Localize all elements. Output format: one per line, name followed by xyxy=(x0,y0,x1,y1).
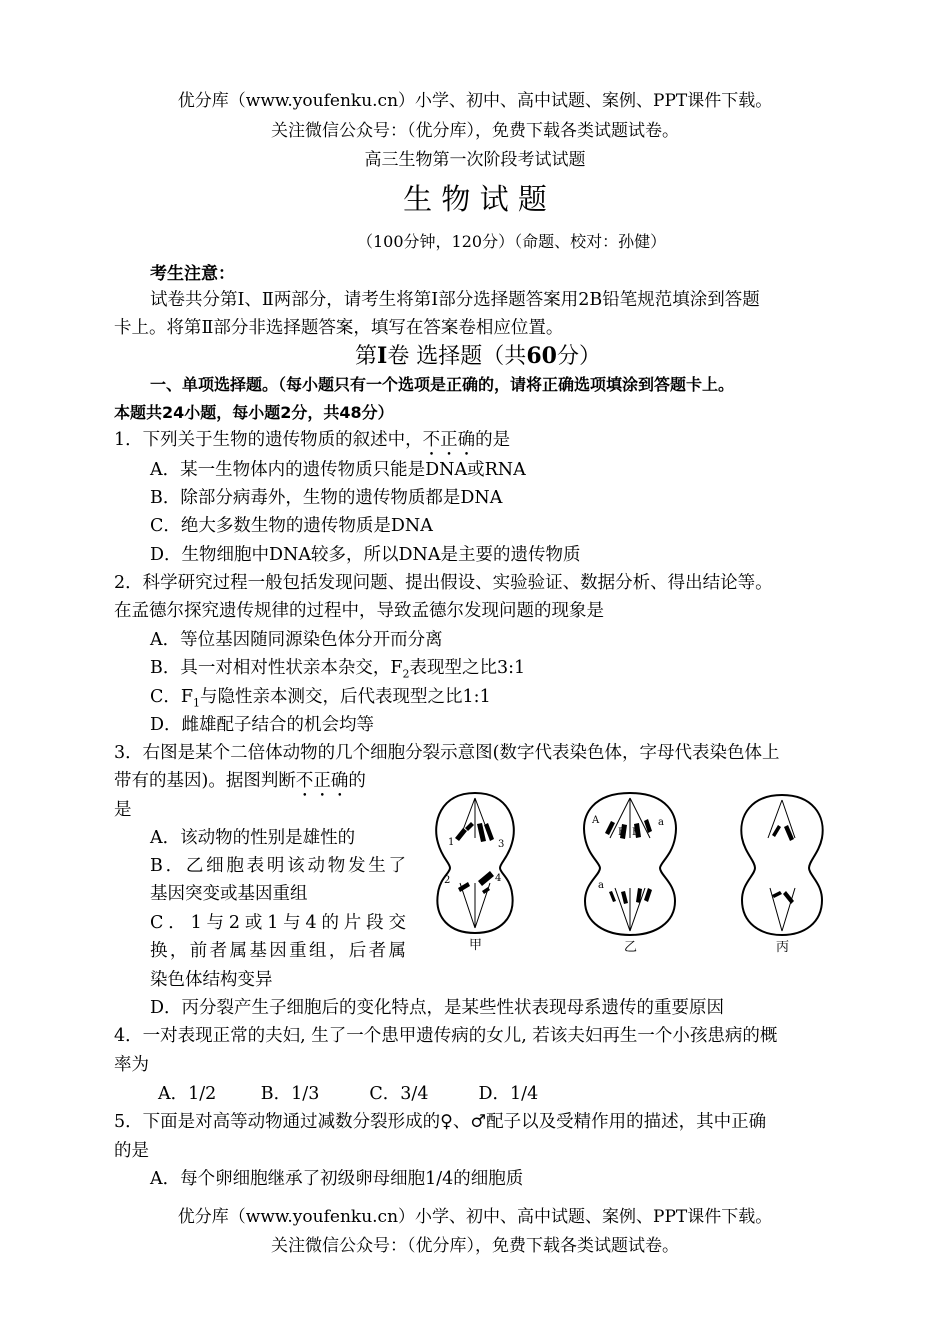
gene-label-B-2: B xyxy=(632,827,640,838)
footer-line-1: 优分库（www.youfenku.cn）小学、初中、高中试题、案例、PPT课件下载。 xyxy=(177,1207,773,1227)
q3-option-c-line-3: 染色体结构变异 xyxy=(150,970,273,990)
q3-option-c-line-1: C．1与2或1与4的片段交 xyxy=(150,913,406,933)
q2-option-c: C．$F_1$与隐性亲本测交，后代表现型之比1:1 xyxy=(150,687,491,710)
chromosome-number-4: 4 xyxy=(495,873,502,884)
cell-bing-outline xyxy=(741,795,822,935)
cell-label-bing: 丙 xyxy=(776,940,790,953)
q1-option-c: C．绝大多数生物的遗传物质是DNA xyxy=(150,516,433,536)
exam-subtitle: 高三生物第一次阶段考试试题 xyxy=(364,150,586,170)
q2-option-a: A．等位基因随同源染色体分开而分离 xyxy=(150,630,443,650)
q1-option-d: D．生物细胞中DNA较多，所以DNA是主要的遗传物质 xyxy=(150,545,581,565)
q4-options: A．1/2 B．1/3 C．3/4 D．1/4 xyxy=(158,1084,539,1104)
q1-option-b: B．除部分病毒外，生物的遗传物质都是DNA xyxy=(150,488,503,508)
section-line-1: 一、单项选择题。（每小题只有一个选项是正确的，请将正确选项填涂到答题卡上。 xyxy=(150,375,735,394)
q5-stem-2: 的是 xyxy=(114,1141,149,1161)
q4-stem-2: 率为 xyxy=(114,1055,149,1075)
q3-stem-3: 是 xyxy=(114,800,132,820)
notice-line-2: 卡上。将第Ⅱ部分非选择题答案，填写在答案卷相应位置。 xyxy=(114,318,564,338)
q4-stem-1: 4．一对表现正常的夫妇, 生了一个患甲遗传病的女儿, 若该夫妇再生一个小孩患病的概 xyxy=(114,1026,778,1046)
q5-option-a: A．每个卵细胞继承了初级卵母细胞1/4的细胞质 xyxy=(150,1169,524,1189)
q3-stem-1: 3．右图是某个二倍体动物的几个细胞分裂示意图(数字代表染色体，字母代表染色体上 xyxy=(114,743,780,763)
header-line-1: 优分库（www.youfenku.cn）小学、初中、高中试题、案例、PPT课件下载。 xyxy=(177,91,773,111)
notice-line-1: 试卷共分第Ⅰ、Ⅱ两部分，请考生将第Ⅰ部分选择题答案用2B铅笔规范填涂到答题 xyxy=(150,290,760,310)
gene-label-a-2: a xyxy=(598,880,604,891)
cell-label-yi: 乙 xyxy=(624,940,638,953)
cell-label-jia: 甲 xyxy=(469,938,483,953)
q5-stem-1: 5．下面是对高等动物通过减数分裂形成的♀、♂配子以及受精作用的描述，其中正确 xyxy=(114,1112,767,1132)
q2-stem-2: 在孟德尔探究遗传规律的过程中，导致孟德尔发现问题的现象是 xyxy=(114,601,604,621)
q1-stem: 1．下列关于生物的遗传物质的叙述中，不正确的是 xyxy=(114,430,511,450)
cell-division-figure xyxy=(420,783,840,953)
q2-option-d: D．雌雄配子结合的机会均等 xyxy=(150,715,375,735)
notice-heading: 考生注意： xyxy=(150,264,235,284)
q2-option-b: B．具一对相对性状亲本杂交，$F_2$表现型之比3:1 xyxy=(150,658,526,681)
exam-title: 生 物 试 题 xyxy=(403,182,547,216)
chromosome-number-1: 1 xyxy=(448,837,455,848)
part-title: 第I卷 选择题（共60分） xyxy=(355,343,601,369)
q1-option-a: A．某一生物体内的遗传物质只能是DNA或RNA xyxy=(150,460,526,480)
exam-info: （100分钟，120分）（命题、校对：孙健） xyxy=(357,232,667,251)
q3-option-b-line-2: 基因突变或基因重组 xyxy=(150,884,308,904)
footer-line-2: 关注微信公众号：（优分库），免费下载各类试题试卷。 xyxy=(271,1236,679,1256)
q2-stem-1: 2．科学研究过程一般包括发现问题、提出假设、实验验证、数据分析、得出结论等。 xyxy=(114,573,773,593)
chromosome-number-2: 2 xyxy=(444,875,451,886)
gene-label-a-1: a xyxy=(658,817,664,828)
q3-stem-2: 带有的基因)。据图判断不正确的 xyxy=(114,771,366,791)
q3-option-c-line-2: 换，前者属基因重组，后者属 xyxy=(150,941,406,961)
q3-option-d: D．丙分裂产生子细胞后的变化特点，是某些性状表现母系遗传的重要原因 xyxy=(150,998,725,1018)
gene-label-A: A xyxy=(592,815,600,826)
header-line-2: 关注微信公众号：（优分库），免费下载各类试题试卷。 xyxy=(271,121,679,141)
q3-option-a: A．该动物的性别是雄性的 xyxy=(150,828,356,848)
q3-option-b-line-1: B．乙细胞表明该动物发生了 xyxy=(150,856,406,876)
chromosome-number-3: 3 xyxy=(498,839,505,850)
section-line-2: 本题共24小题，每小题2分，共48分） xyxy=(114,403,394,422)
gene-label-B-1: B xyxy=(618,827,626,838)
